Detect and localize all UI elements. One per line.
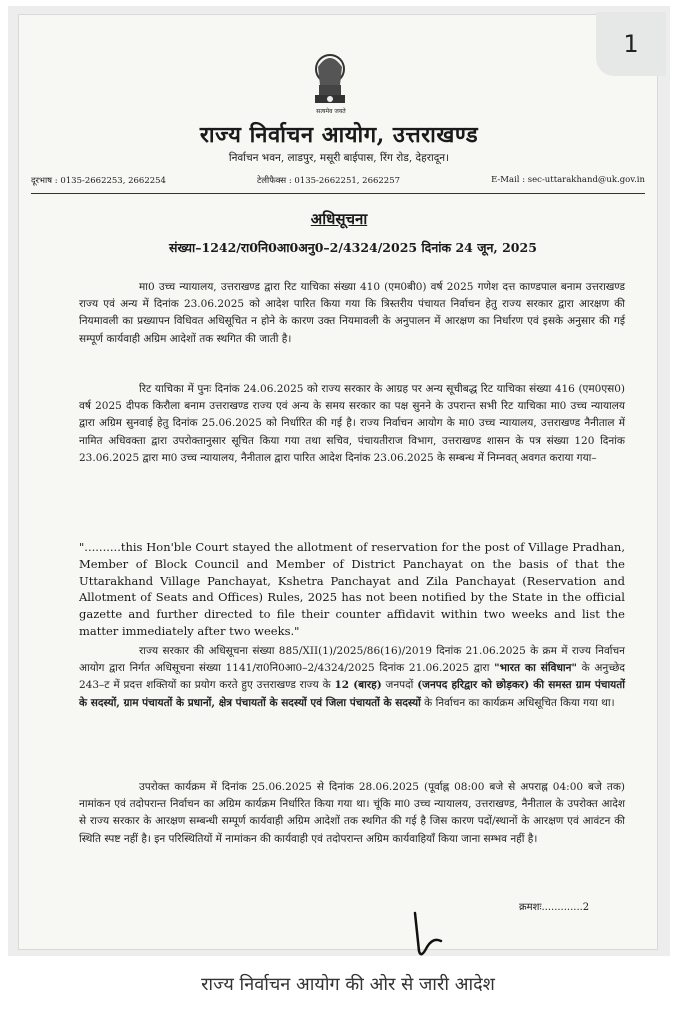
contact-row: [31, 175, 645, 186]
paragraph-3-constitution: "भारत का संविधान": [494, 662, 577, 675]
paragraph-3: [79, 643, 625, 712]
document-page: [18, 14, 658, 950]
email-address: E-Mail : sec-uttarakhand@uk.gov.in: [491, 175, 645, 185]
paragraph-2-text: रिट याचिका में पुनः दिनांक 24.06.2025 को राज्य सरकार के आग्रह पर अन्य सूचीबद्ध रिट याचिका संख्या 416 (एम0एस0) वर्ष 2025 दीपक किरौला बनाम उत्तराखण्ड राज्य एवं अन्य के समय सरकार का पक्ष सुनने के उपरान्त सभी रिट याचिका मा0 उच्च न्यायालय द्वारा अग्रिम सुनवाई हेतु दिनांक 25.06.2025 को निर्धारित की गई है। राज्य निर्वाचन आयोग के मा0 उच्च न्यायालय, उत्तराखण्ड नैनीताल में नामित अधिवक्ता द्वारा उपरोक्तानुसार सूचित किया गया तथा सचिव, पंचायतीराज विभाग, उत्तराखण्ड शासन के पत्र संख्या 120 दिनांक 23.06.2025 द्वारा मा0 उच्च न्यायालय, नैनीताल द्वारा पारित आदेश दिनांक 23.06.2025 के सम्बन्ध में निम्नवत् अवगत कराया गया–: [79, 383, 625, 464]
signature-mark: [407, 907, 457, 963]
paragraph-3-bold-scope: (जनपद हरिद्वार को छोड़कर) की समस्त ग्राम पंचायतों के सदस्यों, ग्राम पंचायतों के प्रधानों, क्षेत्र पंचायतों के सदस्यों एवं जिला पंचायतों के सदस्यों: [79, 679, 625, 709]
court-order-quote: "..........this Hon'ble Court stayed the allotment of reservation for the post of Village Pradhan, Member of Block Council and Member of District Panchayat on the basis of that the Uttarakhand Village Panchayat, Kshetra Panchayat and Zila Panchayat (Reservation and Allotment of Seats and Offices) Rules, 2025 has not been notified by the State in the official gazette and further directed to file their counter affidavit within two weeks and list the matter immediately after two weeks.": [79, 540, 625, 638]
emblem-motto: सत्यमेव जयते: [316, 108, 346, 115]
commission-address: निर्वाचन भवन, लाडपुर, मसूरी बाईपास, रिंग रोड, देहरादून।: [228, 152, 450, 164]
page-number-tab: 1: [596, 12, 666, 76]
commission-title: राज्य निर्वाचन आयोग, उत्तराखण्ड: [199, 122, 479, 148]
fax-number: टेलीफैक्स : 0135-2662251, 2662257: [257, 176, 401, 186]
paragraph-3-text-g: के निर्वाचन का कार्यक्रम अधिसूचित किया गया था।: [420, 696, 615, 709]
paragraph-3-text-a: राज्य सरकार की अधिसूचना संख्या 885/XII(1)/2025/86(16)/2019 दिनांक 21.06.2025 के क्रम में राज्य निर्वाचन आयोग द्वारा निर्गत अधिसूचना संख्या 1141/रा0नि0आ0–2/4324/2025 दिनांक 21.06.2025 द्वारा: [79, 645, 625, 675]
continued-marker: क्रमशः.............2: [519, 902, 590, 913]
paragraph-4: [79, 779, 625, 848]
paragraph-1-text: मा0 उच्च न्यायालय, उत्तराखण्ड द्वारा रिट याचिका संख्या 410 (एम0बी0) वर्ष 2025 गणेश दत्त काण्डपाल बनाम उत्तराखण्ड राज्य एवं अन्य में दिनांक 23.06.2025 को आदेश पारित किया गया कि त्रिस्तरीय पंचायत निर्वाचन हेतु राज्य सरकार द्वारा आरक्षण की नियमावली का प्रख्यापन विधिवत अधिसूचित न होने के कारण उक्त नियमावली के अनुपालन में आरक्षण का निर्धारण एवं इसके अनुसार की गई सम्पूर्ण कार्यवाही अग्रिम आदेशों तक स्थगित की जाती है।: [79, 281, 625, 345]
image-caption: राज्य निर्वाचन आयोग की ओर से जारी आदेश: [201, 974, 495, 995]
notice-reference: संख्या–1242/रा0नि0आ0अनु0–2/4324/2025 दिनांक 24 जून, 2025: [169, 240, 537, 255]
phone-number: दूरभाष : 0135-2662253, 2662254: [31, 176, 166, 186]
paragraph-4-text: उपरोक्त कार्यक्रम में दिनांक 25.06.2025 से दिनांक 28.06.2025 (पूर्वाह्न 08:00 बजे से अपराह्न 04:00 बजे तक) नामांकन एवं तदोपरान्त निर्वाचन का अग्रिम कार्यक्रम निर्धारित किया गया था। चूंकि मा0 उच्च न्यायालय, उत्तराखण्ड, नैनीताल के उपरोक्त आदेश से राज्य सरकार के आरक्षण सम्बन्धी सम्पूर्ण कार्यवाही अग्रिम आदेशों तक स्थगित की गई है जिस कारण पदों/स्थानों के आरक्षण एवं आवंटन की स्थिति स्पष्ट नहीं है। इन परिस्थितियों में नामांकन की कार्यवाही एवं तदोपरान्त अग्रिम कार्यवाहियाँ किया जाना सम्भव नहीं है।: [79, 781, 625, 845]
letterhead-divider: [31, 193, 645, 194]
paragraph-3-text-e: जनपदों: [381, 679, 418, 692]
paragraph-1: [79, 279, 625, 348]
paragraph-3-district-count: 12 (बारह): [334, 679, 382, 692]
notice-heading: अधिसूचना: [310, 210, 368, 228]
paragraph-2: [79, 381, 625, 467]
paragraph-3-text-c: के अनुच्छेद 243–ट में प्रदत्त शक्तियों का प्रयोग करते हुए उत्तराखण्ड राज्य के: [79, 662, 626, 692]
